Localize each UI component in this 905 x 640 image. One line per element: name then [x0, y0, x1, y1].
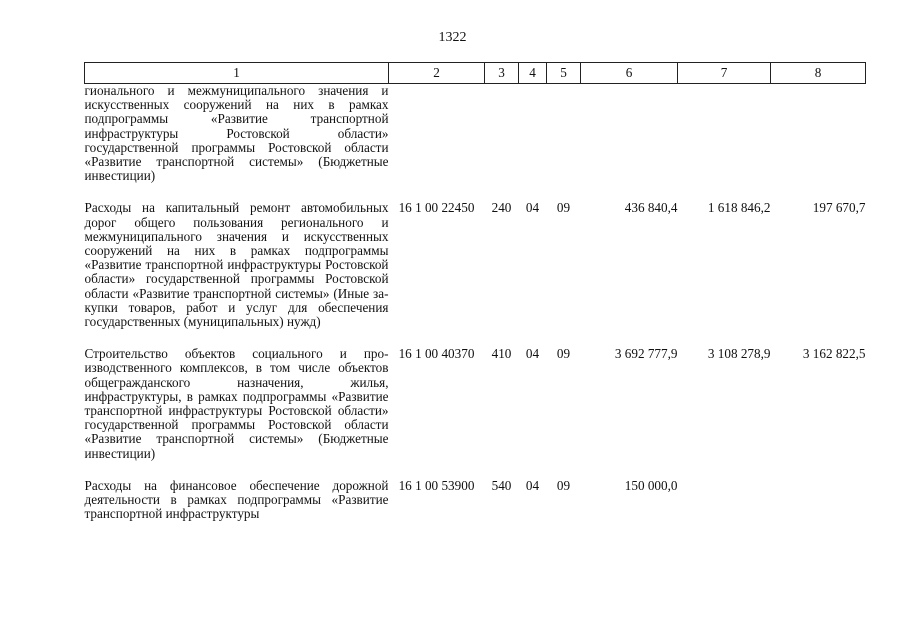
column-header: 8 — [771, 63, 866, 84]
amount-col7 — [678, 479, 771, 522]
amount-col6: 436 840,4 — [624, 200, 678, 216]
column-header: 5 — [547, 63, 581, 84]
amount-col6: 150 000,0 — [624, 477, 678, 493]
amount-col7 — [678, 84, 771, 184]
row-description: гионального и межмуниципального значения и искусственных сооружений на них в рамках подпрограммы «Развитие транспортной инфраструктуры Ростовской области» государственной программы Ростовской области «Развитие транспортной системы» (Бюджетные инвестиции) — [84, 83, 389, 184]
amount-col6 — [581, 84, 678, 184]
table-row — [85, 201, 866, 329]
column-header: 4 — [519, 63, 547, 84]
subsection: 09 — [556, 346, 571, 362]
section — [519, 84, 547, 184]
section: 04 — [525, 346, 540, 362]
amount-col6: 3 692 777,9 — [614, 346, 678, 362]
amount-col8 — [771, 479, 866, 522]
target-code: 16 1 00 53900 — [398, 477, 475, 493]
expense-type: 240 — [491, 200, 512, 216]
subsection — [547, 84, 581, 184]
target-code — [389, 84, 485, 184]
target-code: 16 1 00 40370 — [398, 346, 475, 362]
page-number: 1322 — [438, 30, 467, 45]
amount-col7: 1 618 846,2 — [707, 200, 771, 216]
subsection: 09 — [556, 200, 571, 216]
table-header-row — [85, 63, 866, 84]
target-code: 16 1 00 22450 — [398, 200, 475, 216]
column-header: 1 — [85, 63, 389, 84]
column-header: 7 — [678, 63, 771, 84]
table-row — [85, 347, 866, 461]
amount-col8 — [771, 84, 866, 184]
table-row — [85, 84, 866, 184]
column-header: 3 — [485, 63, 519, 84]
row-description: Расходы на капитальный ремонт автомобильных дорог общего пользования регионального и межмуниципального значения и искусственных сооружений на них в рамках подпрограммы «Развитие транспортной инфраструктуры Ростовской области» государственной программы Ростовской области «Развитие транспортной системы» (Иные закупки товаров, работ и услуг для обеспечения государственных (муниципальных) нужд) — [84, 200, 389, 330]
subsection: 09 — [556, 477, 571, 493]
row-description: Строительство объектов социального и производственного комплексов, в том числе объектов общегражданского назначения, жилья, инфраструктуры, в рамках подпрограммы «Развитие транспортной инфраструктуры Ростовской области» государственной программы Ростовской области «Развитие транспортной системы» (Бюджетные инвестиции) — [84, 346, 389, 461]
amount-col8: 3 162 822,5 — [802, 346, 866, 362]
section: 04 — [525, 477, 540, 493]
expense-type — [485, 84, 519, 184]
amount-col8: 197 670,7 — [812, 200, 866, 216]
table-row — [85, 479, 866, 522]
column-header: 2 — [389, 63, 485, 84]
row-description: Расходы на финансовое обеспечение дорожной деятельности в рамках подпрограммы «Развитие транспортной инфраструктуры — [84, 477, 389, 522]
column-header: 6 — [581, 63, 678, 84]
expense-type: 540 — [491, 477, 512, 493]
expense-type: 410 — [491, 346, 512, 362]
section: 04 — [525, 200, 540, 216]
amount-col7: 3 108 278,9 — [707, 346, 771, 362]
budget-table — [84, 62, 866, 521]
